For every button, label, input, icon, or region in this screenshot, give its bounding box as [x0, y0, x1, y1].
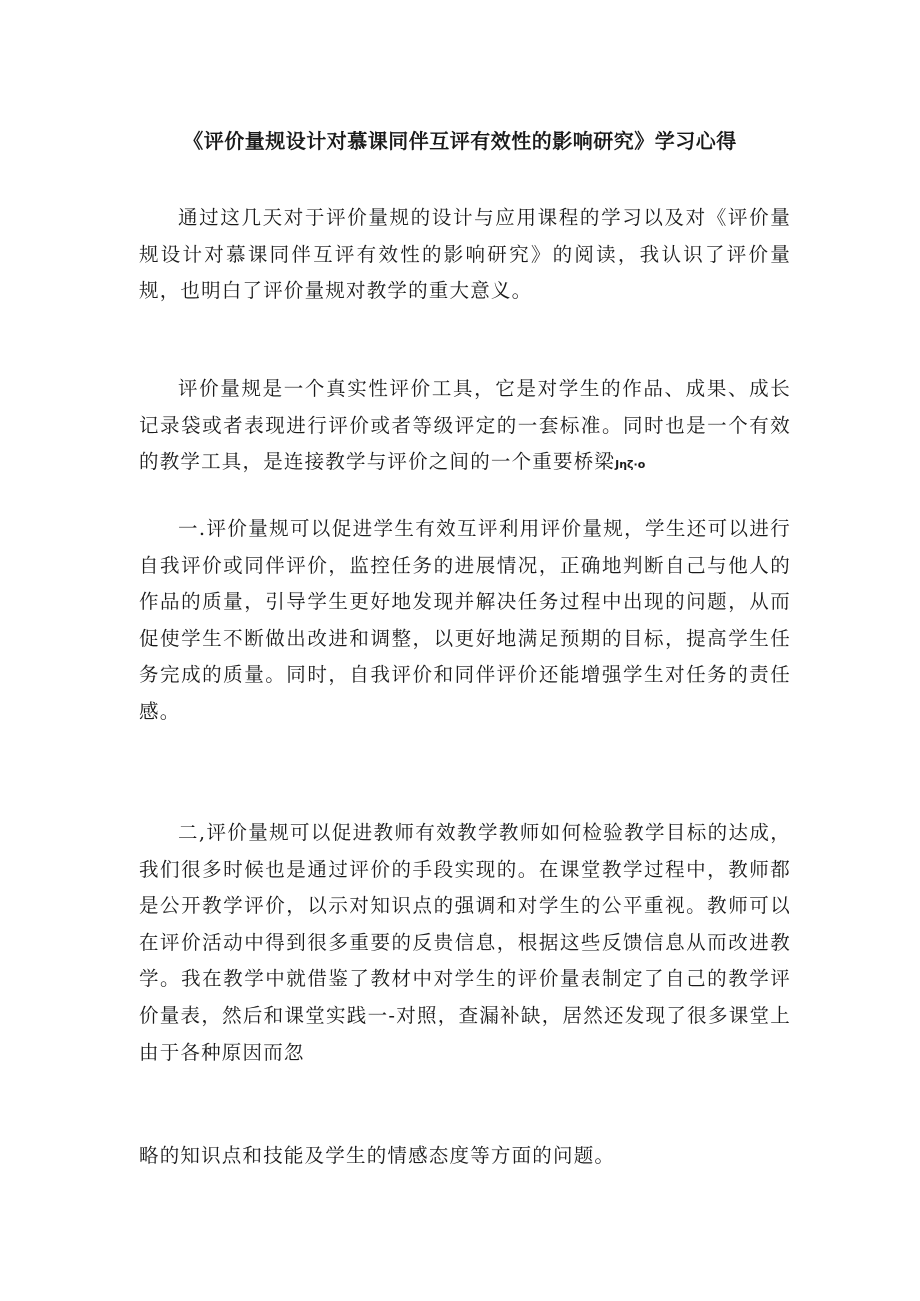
paragraph-intro	[139, 200, 791, 310]
paragraph-teacher-effective-teaching	[139, 815, 791, 1071]
paragraph-student-peer-review	[139, 511, 791, 731]
paragraph-continuation-text: 略的知识点和技能及学生的情感态度等方面的问题。	[139, 1144, 616, 1167]
paragraph-student-peer-review-text: 一.评价量规可以促进学生有效互评利用评价量规，学生还可以进行自我评价或同伴评价，监控任务的进展情况，正确地判断自己与他人的作品的质量，引导学生更好地发现并解决任务过程中出现的问题，从而促使学生不断做出改进和调整，以更好地满足预期的目标，提高学生任务完成的质量。同时，自我评价和同伴评价还能增强学生对任务的责任感。	[139, 517, 791, 723]
paragraph-teacher-effective-teaching-text: 二,评价量规可以促进教师有效教学教师如何检验教学目标的达成，我们很多时候也是通过评价的手段实现的。在课堂教学过程中，教师都是公开教学评价，以示对知识点的强调和对学生的公平重视。教师可以在评价活动中得到很多重要的反贵信息，根据这些反馈信息从而改进教学。我在教学中就借鉴了教材中对学生的评价量表制定了自己的教学评价量表，然后和课堂实践一-对照，查漏补缺，居然还发现了很多课堂上由于各种原因而忽	[139, 821, 791, 1064]
paragraph-intro-text: 通过这几天对于评价量规的设计与应用课程的学习以及对《评价量规设计对慕课同伴互评有效性的影响研究》的阅读，我认识了评价量规，也明白了评价量规对教学的重大意义。	[139, 206, 791, 303]
paragraph-definition	[139, 371, 791, 484]
garbled-ocr-suffix: Jηζ·o	[615, 458, 646, 472]
document-title: 《评价量规设计对慕课同伴互评有效性的影响研究》学习心得	[183, 129, 737, 153]
paragraph-definition-text: 评价量规是一个真实性评价工具，它是对学生的作品、成果、成长记录袋或者表现进行评价或者等级评定的一套标准。同时也是一个有效的教学工具，是连接教学与评价之间的一个重要桥梁	[139, 377, 791, 474]
paragraph-continuation	[139, 1138, 791, 1175]
